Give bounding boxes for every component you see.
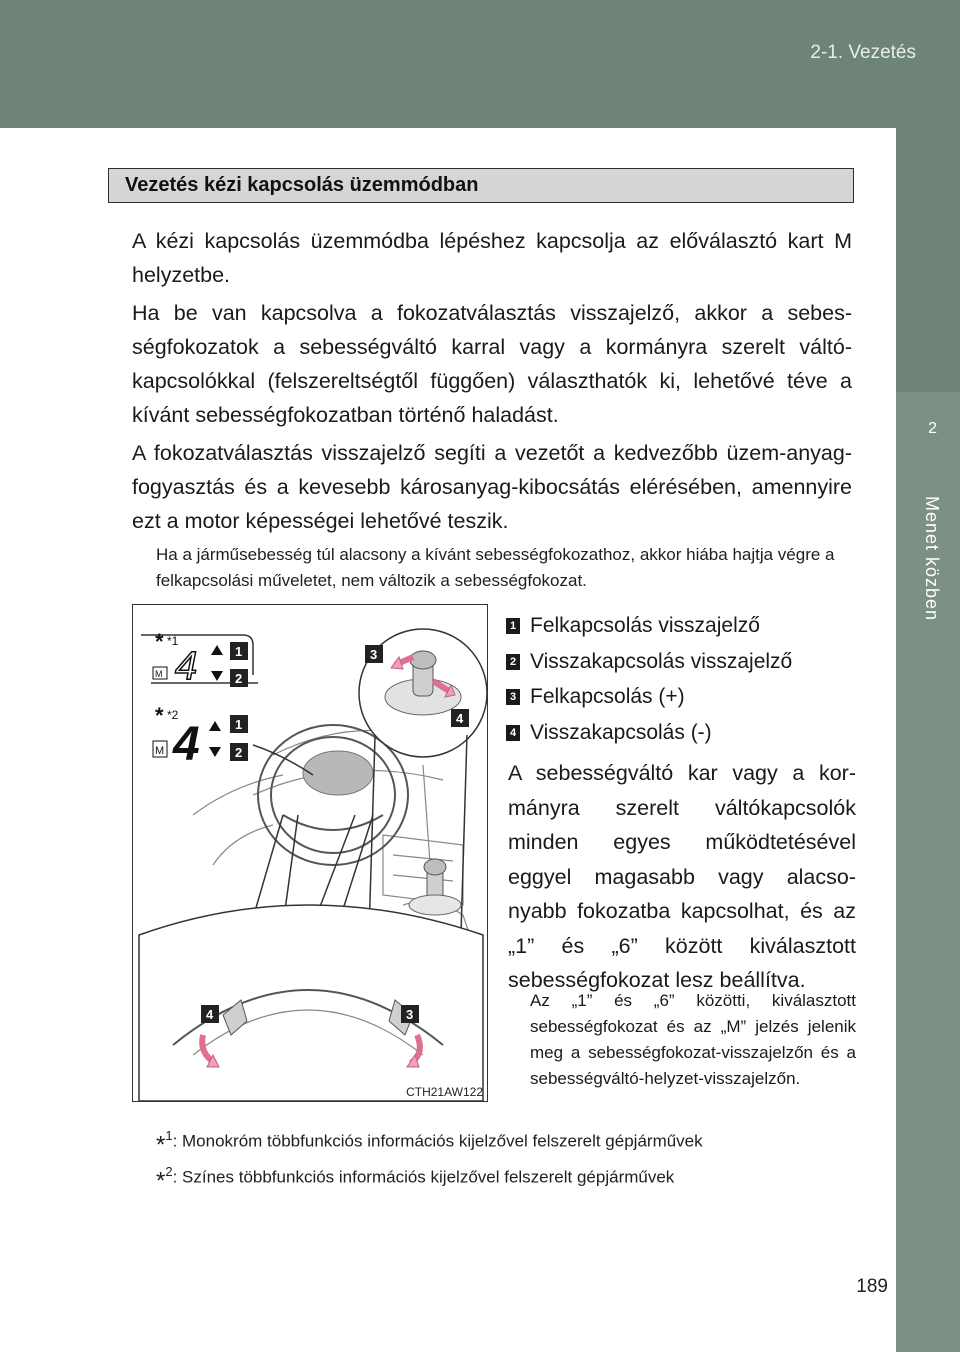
gear-digit-mono: 4 <box>175 644 198 688</box>
legend-number-box: 3 <box>506 689 520 705</box>
legend-item <box>506 721 712 751</box>
legend-number-box: 1 <box>506 618 520 634</box>
paragraph-2: Ha be van kapcsolva a fokozatválasztás visszajelző, akkor a sebes-ségfokozatok a sebességváltó karral vagy a kormányra szerelt váltó-kapcsolókkal (felszereltségtől függően) választhatók ki, lehetővé téve a kívánt sebességfokozatban történő haladást. <box>132 301 852 427</box>
right-note: Az „1” és „6” közötti, kiválasztott sebességfokozat és az „M” jelzés jelenik meg a sebességfokozat-visszajelzőn és a sebességváltó-helyzet-visszajelzőn. <box>530 991 856 1088</box>
star2-label: *2 <box>167 708 179 722</box>
footnote-2: *$^2$: Színes többfunkciós információs kijelzővel felszerelt gépjárművek <box>156 1164 675 1195</box>
illustration <box>132 604 488 1102</box>
section-heading <box>108 168 854 203</box>
fig-label-4a: 4 <box>456 711 464 726</box>
gear-digit-color: 4 <box>173 718 200 771</box>
svg-text:*: * <box>155 703 164 728</box>
fig-label-3a: 3 <box>370 647 378 662</box>
legend-text: Visszakapcsolás (-) <box>530 721 712 744</box>
fig-label-3b: 3 <box>406 1007 414 1022</box>
mode-m-mono: M <box>155 669 163 679</box>
paragraph-1: A kézi kapcsolás üzemmódba lépéshez kapcsolja az előválasztó kart M helyzetbe. <box>132 229 852 287</box>
legend-number-box: 4 <box>506 725 520 741</box>
fig-label-1b: 1 <box>235 717 243 732</box>
right-paragraph: A sebességváltó kar vagy a kor-mányra szerelt váltókapcsolók minden egyes működtetésével eggyel magasabb vagy alacso-nyabb fokozatba kapcsolhat, és az „1” és „6” között kiválasztott sebességfokozat lesz beállítva. <box>508 761 856 992</box>
footnote-1: *$^1$: Monokróm többfunkciós információs kijelzővel felszerelt gépjárművek <box>156 1128 703 1159</box>
side-tab-top <box>896 128 960 392</box>
section-title: 2-1. Vezetés <box>810 42 916 63</box>
star1-label: *1 <box>167 634 179 648</box>
up-arrow-icon <box>211 645 223 655</box>
legend-item <box>506 685 685 715</box>
chapter-number: 2 <box>928 420 937 437</box>
speed-note: Ha a járműsebesség túl alacsony a kívánt sebességfokozathoz, akkor hiába hajtja végre a felkapcsolási műveletet, nem változik a sebességfokozat. <box>156 545 835 590</box>
paragraph-3: A fokozatválasztás visszajelző segíti a vezetőt a kedvezőbb üzem-anyag-fogyasztás és a kevesebb károsanyag-kibocsátás elérésében, amennyire ezt a motor képességei lehetővé teszik. <box>132 441 852 533</box>
page-number: 189 <box>856 1276 888 1297</box>
fig-label-4b: 4 <box>206 1007 214 1022</box>
svg-text:*: * <box>155 629 164 654</box>
header-band <box>0 0 960 128</box>
mode-m-color: M <box>155 745 165 757</box>
legend-number-box: 2 <box>506 654 520 670</box>
legend-text: Visszakapcsolás visszajelző <box>530 650 793 673</box>
down-arrow-icon <box>211 671 223 681</box>
chapter-title: Menet közben <box>922 496 942 622</box>
legend-text: Felkapcsolás visszajelző <box>530 614 760 637</box>
figure-code: CTH21AW122 <box>406 1085 483 1099</box>
fig-label-1a: 1 <box>235 644 243 659</box>
cockpit-illustration <box>133 605 487 1101</box>
fig-label-2a: 2 <box>235 671 243 686</box>
legend-item <box>506 614 760 644</box>
legend-text: Felkapcsolás (+) <box>530 685 685 708</box>
section-heading-text: Vezetés kézi kapcsolás üzemmódban <box>125 174 479 196</box>
legend-item <box>506 650 792 680</box>
fig-label-2b: 2 <box>235 745 243 760</box>
